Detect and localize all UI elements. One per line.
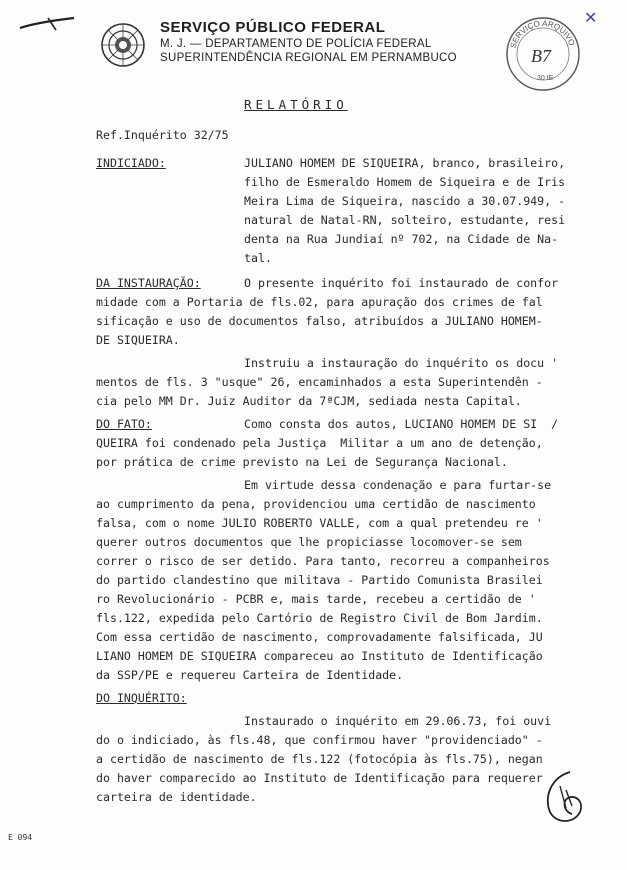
text-line: Instruiu a instauração do inquérito os docu ' bbox=[244, 356, 559, 370]
text-line: mentos de fls. 3 "usque" 26, encaminhados a esta Superintendên - bbox=[96, 375, 543, 389]
letterhead bbox=[160, 18, 457, 65]
coat-of-arms-seal-icon bbox=[100, 22, 146, 68]
text-line: Em virtude dessa condenação e para furtar-se bbox=[244, 478, 552, 492]
blue-pen-mark: ✕ bbox=[584, 10, 598, 27]
text-line: tal. bbox=[244, 251, 272, 265]
text-line: carteira de identidade. bbox=[96, 790, 257, 804]
section-label-inquerito: DO INQUÉRITO: bbox=[96, 691, 187, 705]
footer-code: E 094 bbox=[8, 833, 33, 842]
signature-initials-icon bbox=[540, 768, 588, 828]
text-line: por prática de crime previsto na Lei de Segurança Nacional. bbox=[96, 455, 508, 469]
text-line: ao cumprimento da pena, providenciou uma certidão de nascimento bbox=[96, 497, 536, 511]
text-line: midade com a Portaria de fls.02, para apuração dos crimes de fal bbox=[96, 295, 543, 309]
text-line: correr o risco de ser detido. Para tanto, recorreu a companheiros bbox=[96, 554, 550, 568]
text-line: natural de Natal-RN, solteiro, estudante, resi bbox=[244, 213, 566, 227]
stamp-arc-text: SERVIÇO ARQUIVO bbox=[508, 18, 577, 50]
text-line: cia pelo MM Dr. Juiz Auditor da 7ªCJM, sediada nesta Capital. bbox=[96, 394, 522, 408]
reference: Ref.Inquérito 32/75 bbox=[96, 128, 229, 142]
text-line: QUEIRA foi condenado pela Justiça Militar a um ano de detenção, bbox=[96, 436, 543, 450]
text-line: do haver comparecido ao Instituto de Identificação para requerer bbox=[96, 771, 543, 785]
stamp-date: 30 IE bbox=[537, 75, 554, 82]
text-line: JULIANO HOMEM DE SIQUEIRA, branco, brasileiro, bbox=[244, 156, 566, 170]
text-line: denta na Rua Jundiaí nº 702, na Cidade de Na- bbox=[244, 232, 559, 246]
text-line: falsa, com o nome JULIO ROBERTO VALLE, com a qual pretendeu re ' bbox=[96, 516, 543, 530]
stamp-number: B7 bbox=[531, 46, 551, 66]
section-label-indiciado: INDICIADO: bbox=[96, 156, 166, 170]
text-line: filho de Esmeraldo Homem de Siqueira e de Iris bbox=[244, 175, 566, 189]
text-line: Meira Lima de Siqueira, nascido a 30.07.949, - bbox=[244, 194, 566, 208]
section-label-instauracao: DA INSTAURAÇÃO: bbox=[96, 276, 201, 290]
archive-stamp bbox=[503, 14, 583, 94]
text-line: da SSP/PE e requereu Carteira de Identidade. bbox=[96, 668, 404, 682]
text-line: Como consta dos autos, LUCIANO HOMEM DE SI / bbox=[244, 417, 559, 431]
text-line: Instaurado o inquérito em 29.06.73, foi ouvi bbox=[244, 714, 552, 728]
text-line: fls.122, expedida pelo Cartório de Registro Civil de Bom Jardim. bbox=[96, 611, 543, 625]
text-line: ro Revolucionário - PCBR e, mais tarde, recebeu a certidão de ' bbox=[96, 592, 536, 606]
text-line: a certidão de nascimento de fls.122 (fotocópia às fls.75), negan bbox=[96, 752, 543, 766]
letterhead-line-3: SUPERINTENDÊNCIA REGIONAL EM PERNAMBUCO bbox=[160, 52, 457, 64]
text-line: LIANO HOMEM DE SIQUEIRA compareceu ao Instituto de Identificação bbox=[96, 649, 543, 663]
handwritten-mark-icon bbox=[18, 14, 76, 34]
section-label-fato: DO FATO: bbox=[96, 417, 152, 431]
text-line: O presente inquérito foi instaurado de confor bbox=[244, 276, 559, 290]
text-line: do o indiciado, às fls.48, que confirmou haver "providenciado" - bbox=[96, 733, 543, 747]
document-title: RELATÓRIO bbox=[244, 97, 348, 112]
text-line: sificação e uso de documentos falso, atribuídos a JULIANO HOMEM- bbox=[96, 314, 543, 328]
letterhead-line-2: M. J. — DEPARTAMENTO DE POLÍCIA FEDERAL bbox=[160, 38, 432, 50]
text-line: querer outros documentos que lhe propiciasse locomover-se sem bbox=[96, 535, 522, 549]
text-line: do partido clandestino que militava - Partido Comunista Brasilei bbox=[96, 573, 543, 587]
text-line: Com essa certidão de nascimento, comprovadamente falsificada, JU bbox=[96, 630, 543, 644]
text-line: DE SIQUEIRA. bbox=[96, 333, 180, 347]
letterhead-line-1: SERVIÇO PÚBLICO FEDERAL bbox=[160, 19, 386, 36]
